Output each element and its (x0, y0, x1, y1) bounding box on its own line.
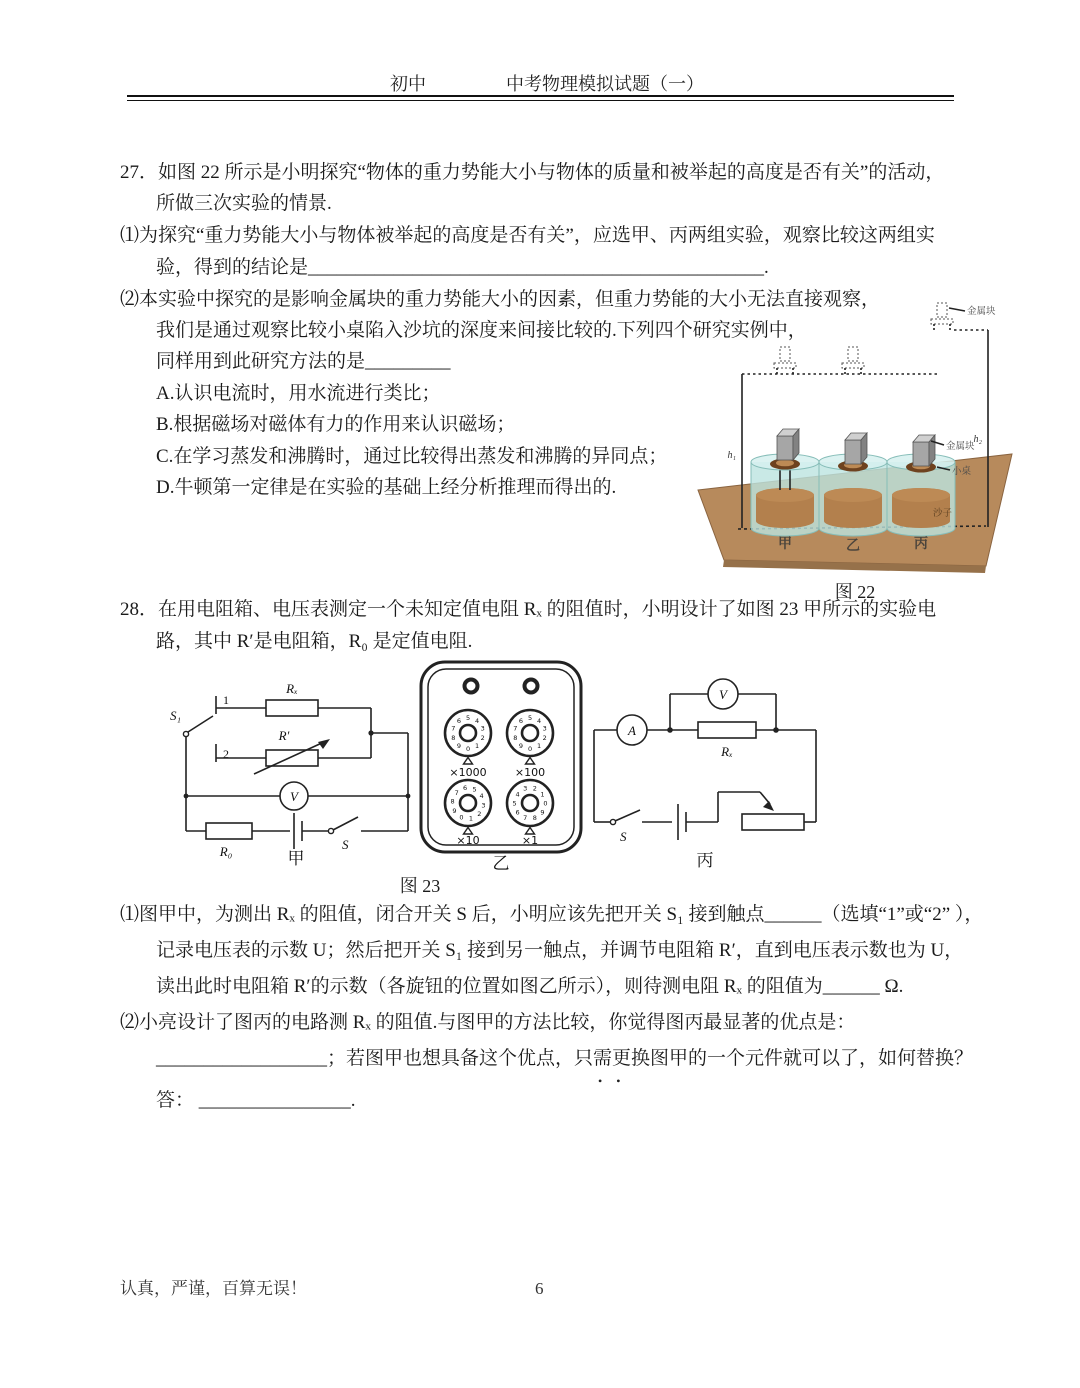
dial-digit: 2 (532, 784, 537, 793)
dial-digit: 7 (454, 788, 459, 797)
rheostat-symbol (742, 814, 804, 830)
metal-top-leader (949, 308, 965, 311)
dial-digit: 9 (540, 808, 545, 817)
fig22-bing-label: 丙 (914, 537, 928, 552)
metal-block-jia (777, 436, 793, 460)
metal-block-bing (913, 442, 929, 466)
dial-digit: 9 (452, 806, 457, 815)
dial-digit: 3 (480, 724, 485, 733)
dial-digit: 3 (523, 784, 528, 793)
dial-digit: 1 (537, 741, 542, 750)
q27-option-b: B.根据磁场对磁体有力的作用来认识磁场； (156, 414, 516, 435)
rx-label: Rₓ (286, 681, 298, 696)
dial-digit: 8 (450, 797, 455, 806)
r0-label: R₀ (219, 844, 233, 859)
fig22-jia-label: 甲 (778, 537, 792, 552)
terminal-right (525, 680, 538, 693)
small-table-label: 小桌 (952, 466, 972, 477)
dial-digit: 5 (465, 713, 471, 722)
circuit-yi-label: 乙 (492, 854, 510, 873)
dial-digit: 5 (472, 785, 477, 794)
contact-2-label: 2 (223, 747, 229, 761)
dial-digit: 6 (515, 808, 520, 817)
switch-lever-bing (615, 810, 640, 821)
q27-option-c: C.在学习蒸发和沸腾时，通过比较得出蒸发和沸腾的异同点； (156, 446, 668, 467)
page-number: 6 (535, 1279, 544, 1298)
switch-pivot-bing (610, 819, 615, 824)
fig22-yi-label: 乙 (846, 539, 860, 554)
resistor-rx-symbol (266, 700, 318, 716)
circuit-jia-label: 甲 (287, 849, 305, 868)
metal-block-yi (845, 440, 861, 464)
voltmeter-label-bing: V (719, 687, 727, 702)
sand-cylinder-yi (819, 433, 887, 536)
rheostat-arrowhead (763, 801, 774, 811)
page-title: 中考物理模拟试题（一） (506, 74, 704, 94)
q27-line2: 所做三次实验的情景. (156, 193, 332, 214)
switch-s1-lever (188, 716, 213, 732)
sand-cylinder-bing (887, 435, 955, 536)
q28-sub2-line2: __________________；若图甲也想具备这个优点，只需更换图甲的一个元件就可以了，如何替换？ (156, 1048, 974, 1069)
q28-line2: 路，其中 R′是电阻箱，R₀ 是定值电阻. (156, 631, 473, 652)
dial-digit: 0 (527, 744, 533, 753)
multiplier-10: ×10 (456, 834, 480, 847)
dial-digit: 4 (515, 790, 520, 799)
dial-digit: 4 (479, 791, 484, 800)
dial-digit: 1 (475, 741, 480, 750)
contact-1-label: 1 (223, 693, 229, 707)
dial-digit: 7 (523, 814, 528, 823)
terminal-left (465, 680, 478, 693)
ammeter-label: A (628, 723, 636, 738)
q28-answer-line: 答： ________________. (156, 1090, 356, 1111)
figure22-caption: 图 22 (834, 582, 876, 602)
q27-sub2-line2: 我们是通过观察比较小桌陷入沙坑的深度来间接比较的.下列四个研究实例中， (156, 320, 807, 341)
q28-sub1-line2: 记录电压表的示数 U；然后把开关 S₁ 接到另一触点，并调节电阻箱 R′，直到电压表示数也为 U， (156, 940, 964, 961)
header-level: 初中 (390, 74, 426, 94)
dial-digit: 8 (532, 814, 537, 823)
q27-sub2-line1: ⑵本实验中探究的是影响金属块的重力势能大小的因素，但重力势能的大小无法直接观察， (120, 289, 881, 310)
circuit-bing-label: 丙 (696, 851, 714, 870)
dial-digit: 3 (481, 801, 486, 810)
dial-digit: 6 (462, 784, 468, 793)
q28-sub1-line3: 读出此时电阻箱 R′的示数（各旋钮的位置如图乙所示），则待测电阻 Rₓ 的阻值为______ Ω. (156, 976, 904, 997)
dial-digit: 6 (518, 716, 523, 725)
dial-digit: 2 (480, 734, 485, 743)
metal-block-top-label: 金属块 (967, 306, 996, 317)
header-rule (127, 95, 954, 101)
rprime-arrowhead (318, 739, 330, 749)
q27-sub1-line1: ⑴为探究“重力势能大小与物体被举起的高度是否有关”，应选甲、丙两组实验，观察比较这两组实 (120, 225, 935, 246)
switch-s-pivot (328, 828, 333, 833)
switch-s-label: S (342, 837, 349, 852)
q27-option-d: D.牛顿第一定律是在实验的基础上经分析推理而得出的. (156, 477, 617, 498)
circuit-bing (580, 672, 830, 868)
resistance-box-symbol (266, 750, 318, 766)
sand-label: 沙子 (933, 508, 953, 519)
dial-digit: 4 (537, 716, 542, 725)
switch-s-lever (333, 817, 358, 830)
q27-line1: 27．如图 22 所示是小明探究“物体的重力势能大小与物体的质量和被举起的高度是否有关”的活动， (120, 162, 945, 183)
dial-digit: 5 (527, 713, 533, 722)
dial-digit: 7 (513, 724, 518, 733)
dashed-table-jia (774, 347, 796, 374)
footer-motto: 认真，严谨，百算无误！ (120, 1279, 307, 1298)
multiplier-1: ×1 (521, 834, 539, 847)
h1-label: h₁ (727, 450, 736, 461)
circuit-jia (166, 666, 428, 866)
dial-digit: 9 (518, 741, 523, 750)
resistance-box-panel (416, 658, 586, 873)
dial-digit: 1 (540, 790, 545, 799)
switch-s1-pivot (183, 731, 188, 736)
multiplier-1000: ×1000 (449, 766, 487, 779)
sand-cylinder-jia (751, 429, 819, 536)
dial-digit: 7 (451, 724, 456, 733)
dial-digit: 8 (451, 734, 456, 743)
h2-label: h₂ (973, 434, 982, 445)
resistor-rx-symbol-bing (698, 722, 756, 738)
dashed-table-yi (842, 347, 864, 374)
dial-digit: 0 (465, 744, 471, 753)
q27-option-a: A.认识电流时，用水流进行类比； (156, 383, 441, 404)
dashed-table-bing (931, 303, 953, 330)
dial-digit: 6 (456, 716, 461, 725)
q28-sub2-line1: ⑵小亮设计了图丙的电路测 Rₓ 的阻值.与图甲的方法比较，你觉得图丙最显著的优点是： (120, 1012, 856, 1033)
q28-line1: 28．在用电阻箱、电压表测定一个未知定值电阻 Rₓ 的阻值时，小明设计了如图 23 甲所示的实验电 (120, 599, 937, 620)
dial-digit: 2 (542, 734, 547, 743)
dial-digit: 0 (459, 813, 464, 822)
figure22-illustration (690, 290, 1020, 590)
dial-digit: 5 (512, 799, 517, 808)
q27-sub2-blank-line: 同样用到此研究方法的是_________ (156, 351, 451, 372)
dial-digit: 0 (543, 799, 548, 808)
dial-digit: 9 (456, 741, 461, 750)
dial-digit: 2 (477, 810, 482, 818)
voltmeter-label: V (290, 789, 298, 804)
dial-digit: 8 (513, 734, 518, 743)
switch-label-bing: S (620, 829, 627, 844)
dial-digit: 1 (468, 814, 474, 823)
rx-label-bing: Rₓ (721, 744, 733, 759)
q27-sub1-blank-line: 验，得到的结论是________________________________________________. (156, 257, 769, 278)
rprime-label: R′ (278, 728, 290, 743)
dial-digit: 4 (475, 716, 480, 725)
figure23-caption: 图 23 (399, 876, 441, 896)
dial-digit: 3 (542, 724, 547, 733)
q28-sub1-line1: ⑴图甲中，为测出 Rₓ 的阻值，闭合开关 S 后，小明应该先把开关 S₁ 接到触点______（选填“1”或“2” ）， (120, 904, 984, 925)
resistor-r0-symbol (206, 823, 252, 839)
switch-s1-label: S₁ (170, 708, 182, 723)
metal-block-label: 金属块 (946, 441, 975, 452)
multiplier-100: ×100 (514, 766, 546, 779)
emphasis-dots: •• (598, 1074, 635, 1088)
